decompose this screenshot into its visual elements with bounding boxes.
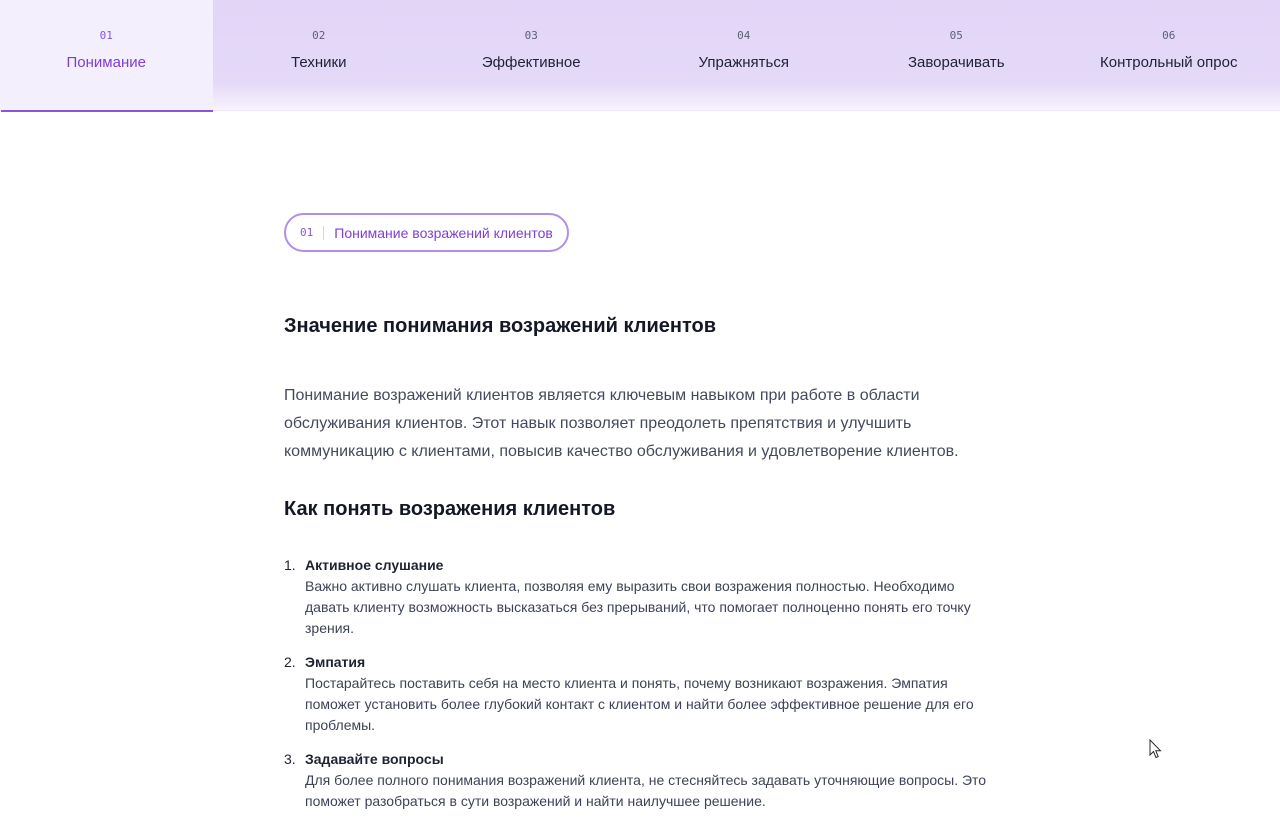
- step-number: 3.: [284, 751, 296, 767]
- tab-label: Контрольный опрос: [1100, 54, 1238, 71]
- step-number: 2.: [284, 654, 296, 670]
- list-item: [284, 652, 1004, 736]
- tab-number: 01: [99, 29, 113, 42]
- tab-number: 03: [524, 29, 538, 42]
- module-tab-bar: [0, 0, 1280, 111]
- section-title: Понимание возражений клиентов: [334, 224, 553, 241]
- tab-label: Эффективное: [481, 54, 581, 71]
- steps-list: [284, 555, 1004, 812]
- tab-label: Упражняться: [698, 54, 789, 71]
- step-text: Для более полного понимания возражений клиента, не стесняйтесь задавать уточняющие вопросы. Это поможет разобраться в сути возражений и найти наилучшее решение.: [305, 772, 987, 809]
- tab-uprazhnyatsya[interactable]: [638, 0, 851, 111]
- lesson-content: [284, 213, 1004, 825]
- tab-label: Понимание: [66, 54, 146, 71]
- step-text: Важно активно слушать клиента, позволяя ему выразить свои возражения полностью. Необходимо давать клиенту возможность высказаться без прерываний, что помогает полноценно понять его точку зрения.: [305, 578, 971, 636]
- step-title: Эмпатия: [305, 654, 366, 670]
- step-number: 1.: [284, 557, 296, 573]
- section-badge: [284, 213, 569, 252]
- tab-effektivnoe[interactable]: [425, 0, 638, 111]
- tab-number: 04: [737, 29, 751, 42]
- step-body: [305, 652, 995, 736]
- list-item: [284, 749, 1004, 812]
- step-text: Постарайтесь поставить себя на место клиента и понять, почему возникают возражения. Эмпатия поможет установить более глубокий контакт с клиентом и найти более эффективное решение для его проблемы.: [305, 675, 974, 733]
- step-title: Задавайте вопросы: [305, 751, 444, 767]
- list-item: [284, 555, 1004, 639]
- tab-tekhniki[interactable]: [213, 0, 426, 111]
- intro-paragraph: Понимание возражений клиентов является ключевым навыком при работе в области обслуживания клиентов. Этот навык позволяет преодолеть препятствия и улучшить коммуникацию с клиентами, повысив качество обслуживания и удовлетворение клиентов.: [284, 387, 959, 460]
- tab-number: 02: [312, 29, 326, 42]
- tab-number: 06: [1162, 29, 1176, 42]
- tab-label: Техники: [291, 54, 347, 71]
- tab-number: 05: [949, 29, 963, 42]
- section-number: 01: [300, 226, 324, 240]
- tab-zavorachivat[interactable]: [850, 0, 1063, 111]
- mouse-pointer-icon: [1149, 739, 1163, 759]
- step-title: Активное слушание: [305, 557, 444, 573]
- heading-how-to: Как понять возражения клиентов: [284, 498, 616, 520]
- step-body: [305, 749, 995, 812]
- step-body: [305, 555, 995, 639]
- tab-label: Заворачивать: [907, 54, 1005, 71]
- heading-importance: Значение понимания возражений клиентов: [284, 315, 716, 337]
- tab-kontrolnyy-opros[interactable]: [1063, 0, 1276, 111]
- tab-ponimanie[interactable]: [0, 0, 213, 111]
